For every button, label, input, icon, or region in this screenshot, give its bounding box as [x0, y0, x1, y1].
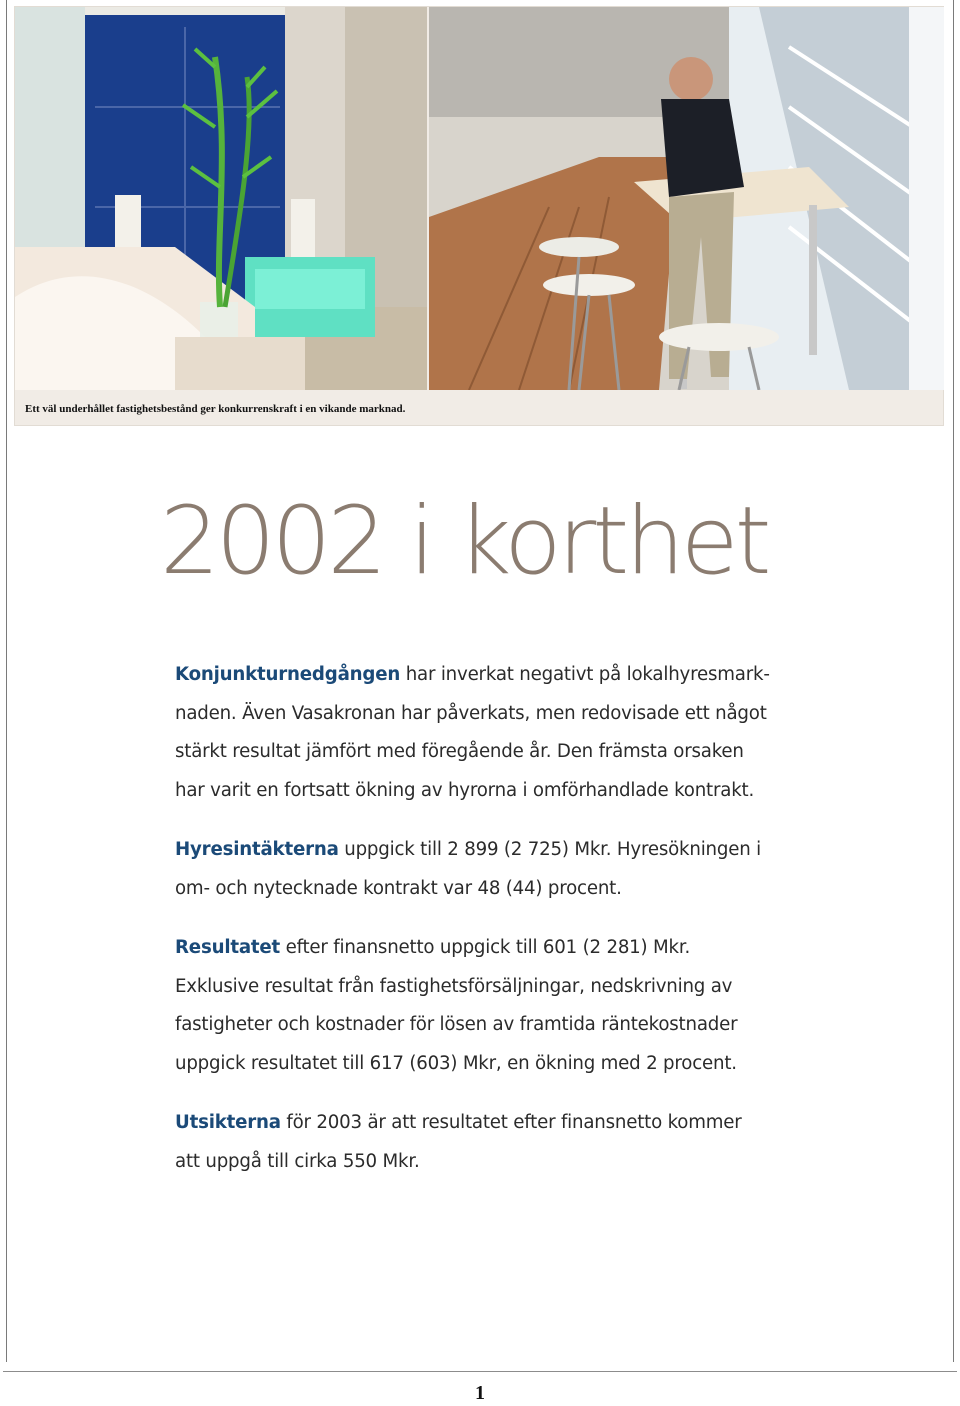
- lead-konjunktur: Konjunkturnedgången: [175, 664, 401, 685]
- text-line: uppgick till 2 899 (2 725) Mkr. Hyresökningen i: [338, 839, 761, 860]
- lead-resultatet: Resultatet: [175, 937, 281, 958]
- text-line: har inverkat negativt på lokalhyresmark-: [400, 664, 770, 685]
- text-line: fastigheter och kostnader för lösen av framtida räntekostnader: [175, 1014, 738, 1035]
- photo-frame: [14, 6, 944, 426]
- text-line: naden. Även Vasakronan har påverkats, men redovisade ett något: [175, 702, 767, 724]
- text-line: uppgick resultatet till 617 (603) Mkr, en ökning med 2 procent.: [175, 1052, 737, 1074]
- page-title: 2002 i korthet: [160, 487, 768, 596]
- lead-hyresintakter: Hyresintäkterna: [175, 839, 339, 860]
- text-line: efter finansnetto uppgick till 601 (2 281) Mkr.: [280, 937, 691, 958]
- lead-utsikterna: Utsikterna: [175, 1112, 281, 1133]
- paragraph-hyresintakter: [175, 831, 815, 908]
- text-line: har varit en fortsatt ökning av hyrorna i omförhandlade kontrakt.: [175, 779, 755, 801]
- page-number: 1: [475, 1382, 485, 1404]
- text-line: Exklusive resultat från fastighetsförsäljningar, nedskrivning av: [175, 975, 733, 997]
- text-line: om- och nytecknade kontrakt var 48 (44) procent.: [175, 877, 622, 899]
- photo-caption: Ett väl underhållet fastighetsbestånd ger konkurrenskraft i en vikande marknad.: [25, 403, 406, 415]
- page-edge-left: [6, 0, 7, 1362]
- text-line: för 2003 är att resultatet efter finansnetto kommer: [280, 1112, 742, 1133]
- page-edge-right: [953, 0, 954, 1362]
- text-line: stärkt resultat jämfört med föregående år. Den främsta orsaken: [175, 741, 744, 762]
- text-line: att uppgå till cirka 550 Mkr.: [175, 1150, 420, 1172]
- cafe-photo: [429, 7, 944, 390]
- paragraph-konjunktur: [175, 656, 815, 810]
- paragraph-utsikterna: [175, 1104, 815, 1181]
- footer-rule: [3, 1371, 957, 1372]
- summary-text: [175, 656, 815, 1202]
- paragraph-resultatet: [175, 929, 815, 1083]
- lounge-photo: [15, 7, 427, 390]
